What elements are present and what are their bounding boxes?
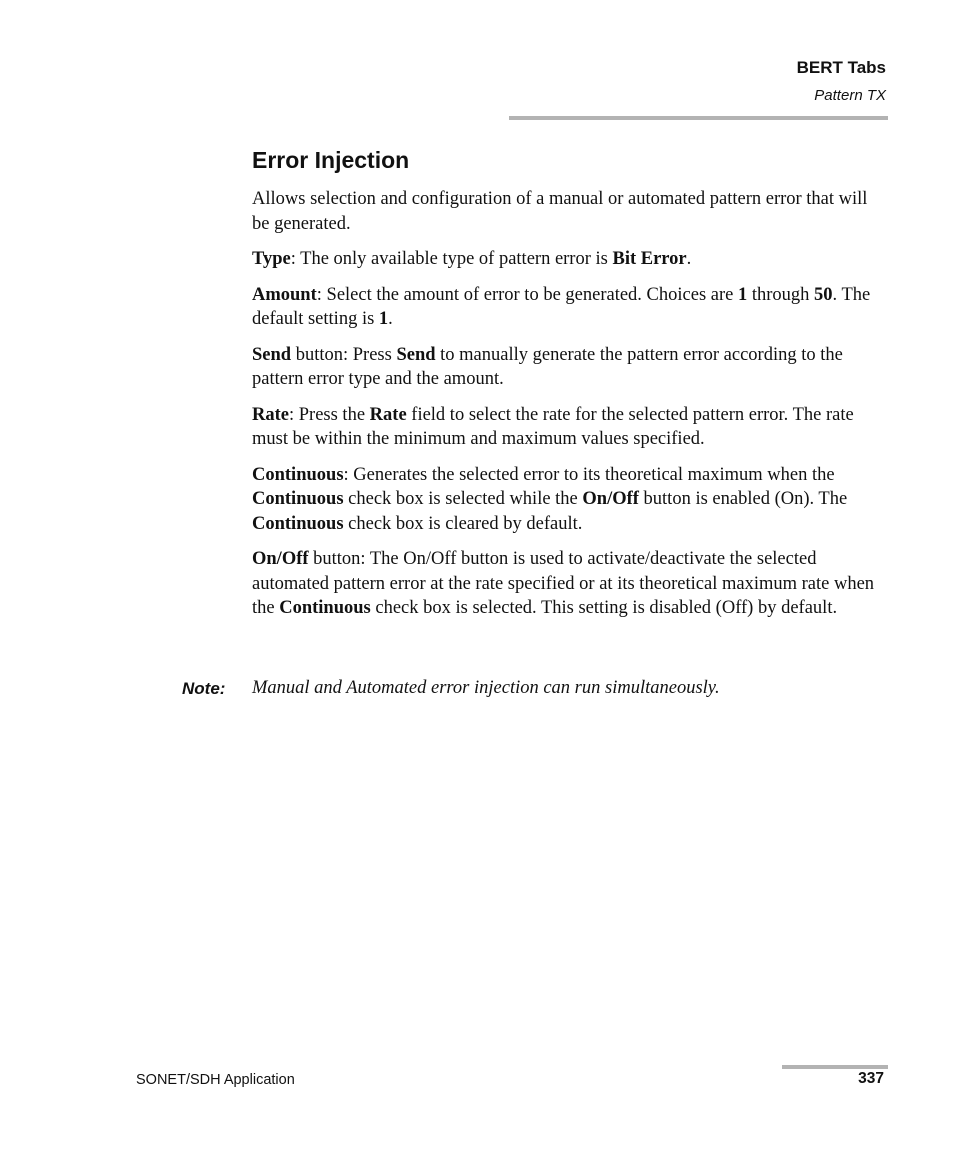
note-block <box>182 676 888 701</box>
amount-default: 1 <box>378 309 389 329</box>
footer-rule <box>782 1065 888 1069</box>
amount-paragraph <box>252 283 888 332</box>
section-content <box>252 145 888 632</box>
type-value: Bit Error <box>612 249 687 269</box>
rate-term-2: Rate <box>369 404 407 425</box>
send-term-2: Send <box>396 344 436 365</box>
continuous-term-4: Continuous <box>252 513 344 534</box>
note-label: Note: <box>182 679 226 698</box>
amount-min: 1 <box>737 284 748 305</box>
footer-document-title: SONET/SDH Application <box>136 1072 295 1088</box>
rate-text-2: field to select the rate for the selected pattern error. The rate must be within the minimum and maximum values specified. <box>252 404 854 449</box>
amount-max: 50 <box>814 284 833 305</box>
header-rule <box>509 116 888 120</box>
rate-text-1: : Press the <box>288 404 370 425</box>
running-header <box>797 57 886 106</box>
onoff-text-1: button: The On/Off button is used to activate/deactivate the selected automated pattern error at the rate specified or at its theoretical maximum rate when the <box>252 549 875 618</box>
type-paragraph <box>252 247 888 272</box>
header-subtitle: Pattern TX <box>814 87 886 104</box>
type-text-1: : The only available type of pattern error is <box>290 249 613 269</box>
continuous-term-3: On/Off <box>582 489 639 509</box>
continuous-term-2: Continuous <box>252 489 344 509</box>
continuous-text-4: check box is cleared by default. <box>343 513 583 534</box>
section-title: Error Injection <box>252 147 410 173</box>
continuous-term: Continuous <box>252 464 344 485</box>
amount-text-3: . The default setting is <box>252 284 871 329</box>
onoff-text-2: check box is selected. This setting is disabled (Off) by default. <box>370 598 838 618</box>
send-paragraph <box>252 343 888 392</box>
send-term: Send <box>252 344 292 365</box>
amount-term: Amount <box>252 284 317 305</box>
amount-text-1: : Select the amount of error to be generated. Choices are <box>316 284 738 305</box>
amount-text-2: through <box>747 284 815 305</box>
send-text-2: to manually generate the pattern error according to the pattern error type and the amount. <box>252 344 843 389</box>
continuous-paragraph <box>252 463 888 537</box>
continuous-text-3: button is enabled (On). The <box>638 489 848 509</box>
onoff-paragraph <box>252 547 888 621</box>
type-term: Type <box>252 249 291 269</box>
amount-text-4: . <box>388 309 393 329</box>
send-text-1: button: Press <box>291 344 397 365</box>
onoff-term-2: Continuous <box>279 598 371 618</box>
note-text: Manual and Automated error injection can run simultaneously. <box>252 678 720 698</box>
header-title: BERT Tabs <box>796 58 886 77</box>
rate-term: Rate <box>252 404 289 425</box>
continuous-text-2: check box is selected while the <box>343 489 583 509</box>
continuous-text-1: : Generates the selected error to its theoretical maximum when the <box>343 464 835 485</box>
page-number: 337 <box>858 1070 884 1087</box>
rate-paragraph <box>252 403 888 452</box>
onoff-term: On/Off <box>252 549 309 569</box>
intro-paragraph: Allows selection and configuration of a manual or automated pattern error that will be generated. <box>252 189 868 234</box>
type-text-2: . <box>686 249 692 269</box>
